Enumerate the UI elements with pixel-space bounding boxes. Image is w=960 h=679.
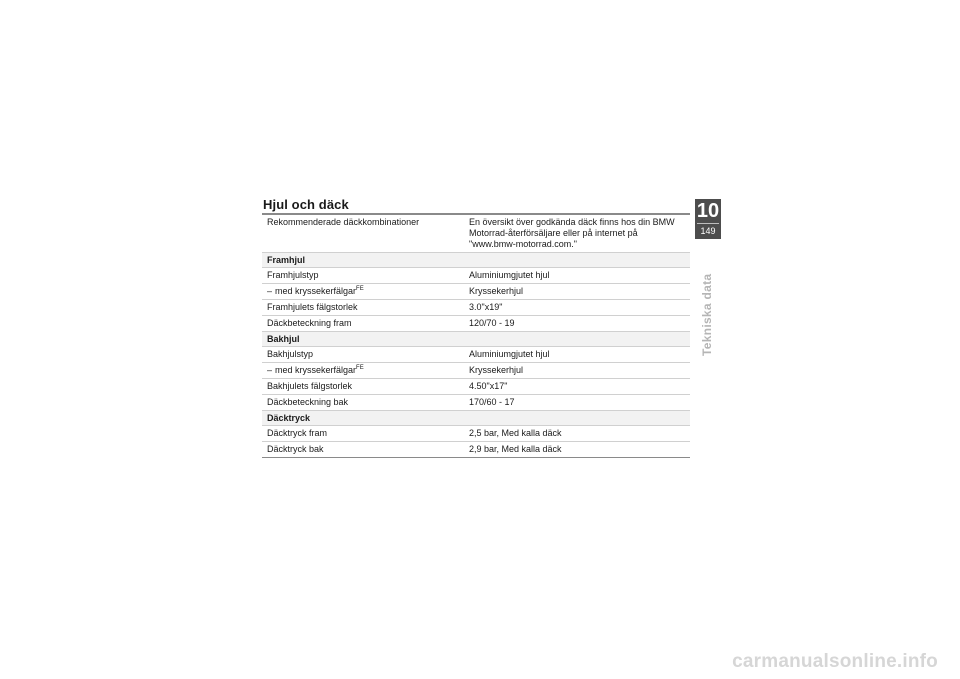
table-row-intro xyxy=(262,215,690,253)
row-label: Bakhjulstyp xyxy=(267,349,314,359)
specs-table xyxy=(262,213,690,458)
intro-label: Rekommenderade däckkombinationer xyxy=(267,217,420,227)
row-value: 120/70 - 19 xyxy=(469,318,515,328)
pressure-heading: Däcktryck xyxy=(262,411,690,425)
group-header-front xyxy=(262,253,690,268)
table-row xyxy=(262,395,690,411)
row-label: Framhjulstyp xyxy=(267,270,319,280)
front-heading: Framhjul xyxy=(262,253,690,267)
table-row xyxy=(262,363,690,379)
chapter-number: 10 xyxy=(696,200,720,222)
table-row xyxy=(262,379,690,395)
row-value: Aluminiumgjutet hjul xyxy=(469,270,550,280)
row-label-text: med kryssekerfälgar xyxy=(275,286,357,296)
row-value: Kryssekerhjul xyxy=(469,365,524,375)
table-row xyxy=(262,347,690,363)
row-label-option xyxy=(262,363,469,378)
row-label: Bakhjulets fälgstorlek xyxy=(267,381,353,391)
rear-heading: Bakhjul xyxy=(262,332,690,346)
chapter-tab xyxy=(695,199,721,239)
option-code: FE xyxy=(356,286,364,292)
group-header-pressure xyxy=(262,411,690,426)
chapter-divider xyxy=(697,223,719,224)
row-value: Aluminiumgjutet hjul xyxy=(469,349,550,359)
option-code: FE xyxy=(356,365,364,371)
row-label: Däcktryck bak xyxy=(267,444,324,454)
table-row xyxy=(262,316,690,332)
table-row xyxy=(262,426,690,442)
row-label-option xyxy=(262,284,469,299)
row-value: 2,9 bar, Med kalla däck xyxy=(469,444,562,454)
intro-value: En översikt över godkända däck finns hos din BMW Motorrad-återförsäljare eller på internet på "www.bmw-motorrad.com." xyxy=(469,217,675,249)
chapter-side-label: Tekniska data xyxy=(700,273,714,356)
row-value: 3.0"x19" xyxy=(469,302,503,312)
row-value: 170/60 - 17 xyxy=(469,397,515,407)
table-row xyxy=(262,284,690,300)
row-label: Däcktryck fram xyxy=(267,428,328,438)
page-number: 149 xyxy=(700,226,716,236)
row-label: Framhjulets fälgstorlek xyxy=(267,302,358,312)
watermark: carmanualsonline.info xyxy=(732,651,938,672)
row-value: 4.50"x17" xyxy=(469,381,508,391)
table-row xyxy=(262,442,690,458)
dash-bullet: – xyxy=(267,365,273,375)
row-value: 2,5 bar, Med kalla däck xyxy=(469,428,562,438)
group-header-rear xyxy=(262,332,690,347)
row-label: Däckbeteckning fram xyxy=(267,318,352,328)
table-row xyxy=(262,268,690,284)
section-title: Hjul och däck xyxy=(263,197,349,212)
row-value: Kryssekerhjul xyxy=(469,286,524,296)
table-row xyxy=(262,300,690,316)
row-label-text: med kryssekerfälgar xyxy=(275,365,357,375)
row-label: Däckbeteckning bak xyxy=(267,397,349,407)
dash-bullet: – xyxy=(267,286,273,296)
